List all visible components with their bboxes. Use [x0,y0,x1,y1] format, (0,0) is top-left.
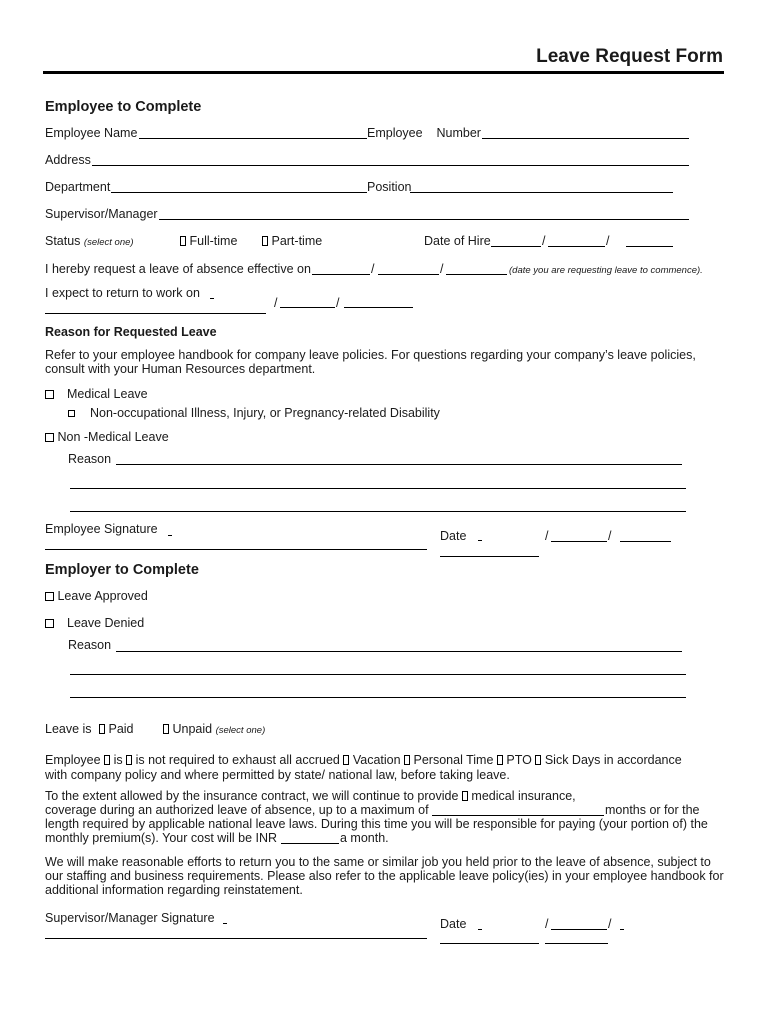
insurance-line-4-tail: a month. [340,831,389,845]
employee-signature-line[interactable] [45,549,427,550]
exhaust-is-not-checkbox-icon[interactable] [126,755,132,765]
return-slash-1: / [274,296,278,310]
employer-reason-field[interactable] [118,637,680,651]
parttime-option[interactable]: Part-time [262,234,322,248]
personal-time-checkbox-icon[interactable] [404,755,410,765]
status-label: Status (select one) [45,234,134,248]
supervisor-line [159,219,689,220]
employee-name-field[interactable] [141,124,365,138]
insurance-line-2-label: coverage during an authorized leave of absence, up to a maximum of [45,803,429,817]
medical-sub-option[interactable]: Non-occupational Illness, Injury, or Pregnancy-related Disability [68,406,440,420]
leave-is-label: Leave is [45,722,92,736]
return-year-line [344,307,413,308]
department-field[interactable] [113,178,365,192]
leave-approved-checkbox-icon[interactable] [45,592,54,601]
insurance-line-3: length required by applicable national leave laws. During this time you will be responsible for paying (your portion of) the [45,817,708,831]
parttime-checkbox-icon[interactable] [262,236,268,246]
address-label: Address [45,153,91,167]
supervisor-date-label: Date [440,917,467,931]
supervisor-date-day-underline [545,943,608,944]
leave-denied-option[interactable]: Leave Denied [45,616,144,630]
supervisor-signature-line[interactable] [45,938,427,939]
supervisor-signature-tick [223,923,227,924]
paid-checkbox-icon[interactable] [99,724,105,734]
address-field[interactable] [94,151,687,165]
supervisor-date-day-line [551,929,607,930]
employer-reason-line-1 [116,651,682,652]
return-day-line [280,307,335,308]
supervisor-date-year-tick [620,929,624,930]
exhaust-line-1: Employee is is not required to exhaust all accrued Vacation Personal Time PTO Sick Days in accordance [45,753,682,767]
employee-signature-label: Employee Signature [45,522,158,536]
medical-leave-option[interactable]: Medical Leave [45,387,148,401]
insurance-months-line [432,815,604,816]
employer-reason-label: Reason [68,638,112,652]
medical-leave-checkbox-icon[interactable] [45,390,54,399]
employee-number-field[interactable] [484,124,687,138]
leave-effective-label: I hereby request a leave of absence effective on [45,262,311,276]
effective-slash-2: / [440,262,444,276]
employee-date-label: Date [440,529,467,543]
employer-section-heading: Employer to Complete [45,562,199,578]
status-note: (select one) [83,237,134,248]
sick-days-checkbox-icon[interactable] [535,755,541,765]
insurance-line-1: To the extent allowed by the insurance contract, we will continue to provide medical insurance, [45,789,576,803]
medical-insurance-checkbox-icon[interactable] [462,791,468,801]
employer-reason-line-3 [70,697,686,698]
supervisor-date-tick [478,929,482,930]
supervisor-date-slash-2: / [608,917,612,931]
fulltime-option[interactable]: Full-time [180,234,237,248]
leave-approved-option[interactable]: Leave Approved [45,589,148,603]
position-label: Position [367,180,412,194]
position-line [410,192,673,193]
effective-year-line [446,274,507,275]
reason-label: Reason [68,452,112,466]
effective-slash-1: / [371,262,375,276]
reason-line-1 [116,464,682,465]
hire-month-line [491,246,541,247]
effective-month-line [312,274,370,275]
employee-section-heading: Employee to Complete [45,99,202,115]
department-label: Department [45,180,111,194]
reason-line-3 [70,511,686,512]
reason-line-2 [70,488,686,489]
leave-effective-note: (date you are requesting leave to commence). [509,265,703,276]
unpaid-option[interactable]: Unpaid (select one) [163,722,265,736]
date-of-hire-label: Date of Hire [424,234,491,248]
department-line [111,192,367,193]
insurance-line-4-label: monthly premium(s). Your cost will be INR [45,831,278,845]
reason-field[interactable] [118,450,680,464]
employee-date-day-line [551,541,607,542]
insurance-line-2-tail: months or for the [605,803,700,817]
employee-number-line [482,138,689,139]
employee-date-slash-1: / [545,529,549,543]
vacation-checkbox-icon[interactable] [343,755,349,765]
employee-number-label: Employee Number [367,126,481,140]
paid-option[interactable]: Paid [99,722,134,736]
fulltime-checkbox-icon[interactable] [180,236,186,246]
reason-intro: Refer to your employee handbook for company leave policies. For questions regarding your company’s leave policies, consult with your Human Resources department. [45,348,696,376]
non-medical-leave-option[interactable]: Non -Medical Leave [45,430,169,444]
unpaid-checkbox-icon[interactable] [163,724,169,734]
exhaust-line-2: with company policy and where permitted by state/ national law, before taking leave. [45,768,510,782]
supervisor-field[interactable] [161,205,687,219]
form-title: Leave Request Form [536,46,723,67]
supervisor-date-month-line [440,943,539,944]
employee-signature-tick [168,535,172,536]
employee-date-slash-2: / [608,529,612,543]
supervisor-date-slash-1: / [545,917,549,931]
reason-section-heading: Reason for Requested Leave [45,325,217,339]
return-tick [210,298,214,299]
employee-date-month-line [440,556,539,557]
hire-year-line [626,246,673,247]
insurance-cost-line [281,843,339,844]
reinstatement-paragraph: We will make reasonable efforts to return you to the same or similar job you held prior to the leave of absence, subject to our staffing and business requirements. Please also refer to the applicable leave policy(ies) in your employee handbook for additional information regarding reinstatement. [45,855,724,897]
title-rule [43,71,724,74]
address-line [92,165,689,166]
pto-checkbox-icon[interactable] [497,755,503,765]
employee-date-year-line [620,541,671,542]
position-field[interactable] [412,178,671,192]
employee-date-tick [478,540,482,541]
supervisor-signature-label: Supervisor/Manager Signature [45,911,215,925]
leave-denied-checkbox-icon[interactable] [45,619,54,628]
return-label: I expect to return to work on [45,286,200,300]
non-medical-checkbox-icon[interactable] [45,433,54,442]
employee-name-label: Employee Name [45,126,138,140]
employer-reason-line-2 [70,674,686,675]
hire-day-line [548,246,605,247]
supervisor-label: Supervisor/Manager [45,207,158,221]
return-slash-2: / [336,296,340,310]
employee-name-line [139,138,367,139]
hire-slash-2: / [606,234,610,248]
hire-slash-1: / [542,234,546,248]
effective-day-line [378,274,439,275]
return-month-line [45,313,266,314]
exhaust-is-checkbox-icon[interactable] [104,755,110,765]
medical-sub-checkbox-icon[interactable] [68,410,75,417]
